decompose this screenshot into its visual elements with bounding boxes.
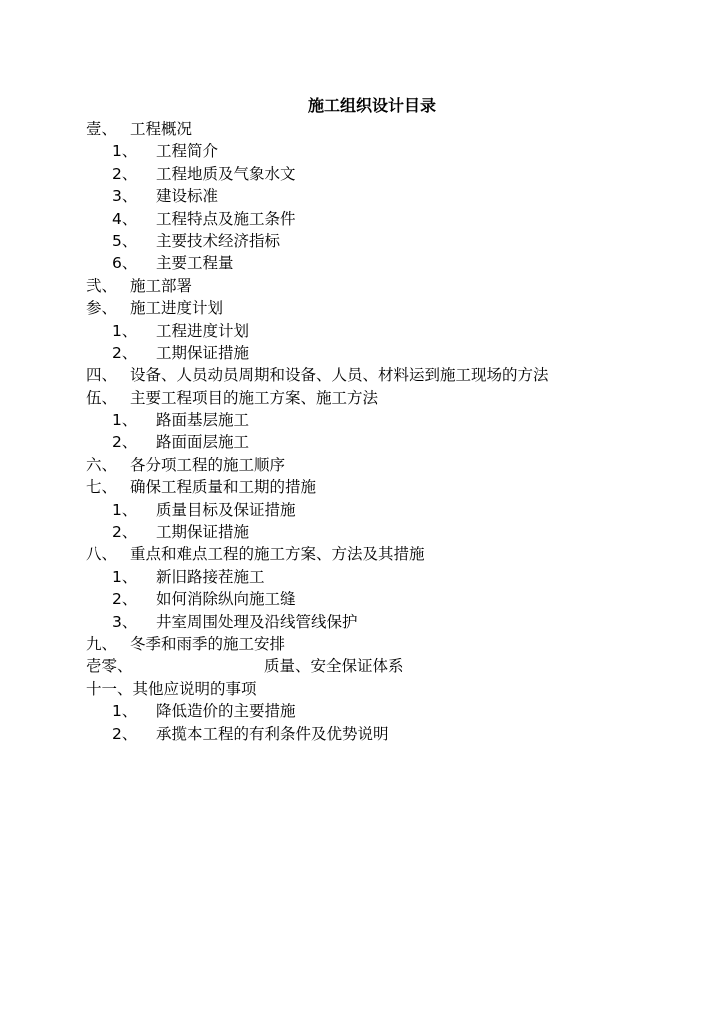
section-title: 冬季和雨季的施工安排 bbox=[130, 634, 286, 653]
toc-section bbox=[86, 275, 706, 297]
toc-section bbox=[86, 543, 706, 565]
section-number: 弐、 bbox=[86, 276, 118, 295]
item-number: 3、 bbox=[112, 612, 138, 631]
section-title: 工程概况 bbox=[130, 120, 193, 138]
toc-item bbox=[86, 140, 706, 162]
item-number: 4、 bbox=[112, 209, 138, 228]
item-title: 如何消除纵向施工缝 bbox=[156, 590, 296, 609]
item-number: 3、 bbox=[112, 187, 138, 206]
item-title: 井室周围处理及沿线管线保护 bbox=[156, 612, 358, 631]
toc-section bbox=[86, 387, 706, 409]
item-number: 2、 bbox=[112, 724, 138, 743]
item-title: 工程特点及施工条件 bbox=[156, 209, 296, 228]
item-title: 建设标准 bbox=[156, 187, 219, 206]
toc-item bbox=[86, 208, 706, 230]
section-number: 参、 bbox=[86, 299, 118, 318]
item-number: 6、 bbox=[112, 254, 138, 273]
item-number: 2、 bbox=[112, 433, 138, 452]
item-title: 新旧路接茬施工 bbox=[156, 567, 265, 586]
section-title: 质量、安全保证体系 bbox=[264, 657, 404, 676]
section-number: 壹、 bbox=[86, 120, 118, 138]
toc-item bbox=[86, 566, 706, 588]
section-title: 各分项工程的施工顺序 bbox=[130, 455, 286, 474]
section-number: 七、 bbox=[86, 478, 118, 497]
toc-item bbox=[86, 499, 706, 521]
document-title: 施工组织设计目录 bbox=[307, 96, 436, 115]
section-number: 伍、 bbox=[86, 388, 118, 407]
section-title: 施工进度计划 bbox=[130, 299, 224, 318]
item-title: 工期保证措施 bbox=[156, 343, 250, 362]
toc-item bbox=[86, 163, 706, 185]
toc-section bbox=[86, 454, 706, 476]
item-title: 承揽本工程的有利条件及优势说明 bbox=[156, 724, 389, 743]
item-title: 质量目标及保证措施 bbox=[156, 500, 296, 519]
section-number: 四、 bbox=[86, 366, 118, 385]
toc-section bbox=[86, 678, 706, 700]
item-title: 主要技术经济指标 bbox=[156, 231, 281, 250]
section-title: 其他应说明的事项 bbox=[132, 679, 257, 698]
item-number: 2、 bbox=[112, 523, 138, 542]
section-title: 主要工程项目的施工方案、施工方法 bbox=[130, 388, 379, 407]
item-number: 2、 bbox=[112, 164, 138, 183]
item-number: 2、 bbox=[112, 590, 138, 609]
toc-item bbox=[86, 588, 706, 610]
toc-item bbox=[86, 409, 706, 431]
toc-item bbox=[86, 252, 706, 274]
section-number: 十一、 bbox=[86, 679, 133, 698]
toc-section bbox=[86, 118, 706, 140]
item-title: 主要工程量 bbox=[156, 254, 234, 273]
section-number: 九、 bbox=[86, 634, 118, 653]
item-number: 1、 bbox=[112, 500, 138, 519]
toc-item bbox=[86, 230, 706, 252]
item-title: 路面基层施工 bbox=[156, 411, 250, 430]
toc-item bbox=[86, 521, 706, 543]
item-title: 工期保证措施 bbox=[156, 523, 250, 542]
item-number: 1、 bbox=[112, 321, 138, 340]
toc-item bbox=[86, 723, 706, 745]
section-title: 确保工程质量和工期的措施 bbox=[130, 478, 317, 497]
toc-item bbox=[86, 185, 706, 207]
item-number: 1、 bbox=[112, 567, 138, 586]
item-number: 5、 bbox=[112, 231, 138, 250]
item-title: 路面面层施工 bbox=[156, 433, 250, 452]
item-number: 1、 bbox=[112, 411, 138, 430]
toc-item bbox=[86, 611, 706, 633]
toc-section bbox=[86, 633, 706, 655]
item-title: 降低造价的主要措施 bbox=[156, 702, 296, 721]
section-number: 八、 bbox=[86, 545, 118, 564]
section-title: 设备、人员动员周期和设备、人员、材料运到施工现场的方法 bbox=[130, 366, 549, 385]
item-number: 1、 bbox=[112, 142, 138, 161]
toc-section bbox=[86, 364, 706, 386]
section-number: 壱零、 bbox=[86, 657, 133, 676]
item-title: 工程简介 bbox=[156, 142, 219, 161]
table-of-contents bbox=[86, 118, 706, 745]
toc-section bbox=[86, 297, 706, 319]
item-title: 工程进度计划 bbox=[156, 321, 250, 340]
section-title: 重点和难点工程的施工方案、方法及其措施 bbox=[130, 545, 425, 564]
toc-item bbox=[86, 320, 706, 342]
toc-item bbox=[86, 342, 706, 364]
toc-section bbox=[86, 476, 706, 498]
item-number: 1、 bbox=[112, 702, 138, 721]
toc-item bbox=[86, 700, 706, 722]
toc-section bbox=[86, 655, 706, 677]
section-title: 施工部署 bbox=[130, 276, 193, 295]
item-title: 工程地质及气象水文 bbox=[156, 164, 296, 183]
toc-item bbox=[86, 431, 706, 453]
item-number: 2、 bbox=[112, 343, 138, 362]
section-number: 六、 bbox=[86, 455, 118, 474]
